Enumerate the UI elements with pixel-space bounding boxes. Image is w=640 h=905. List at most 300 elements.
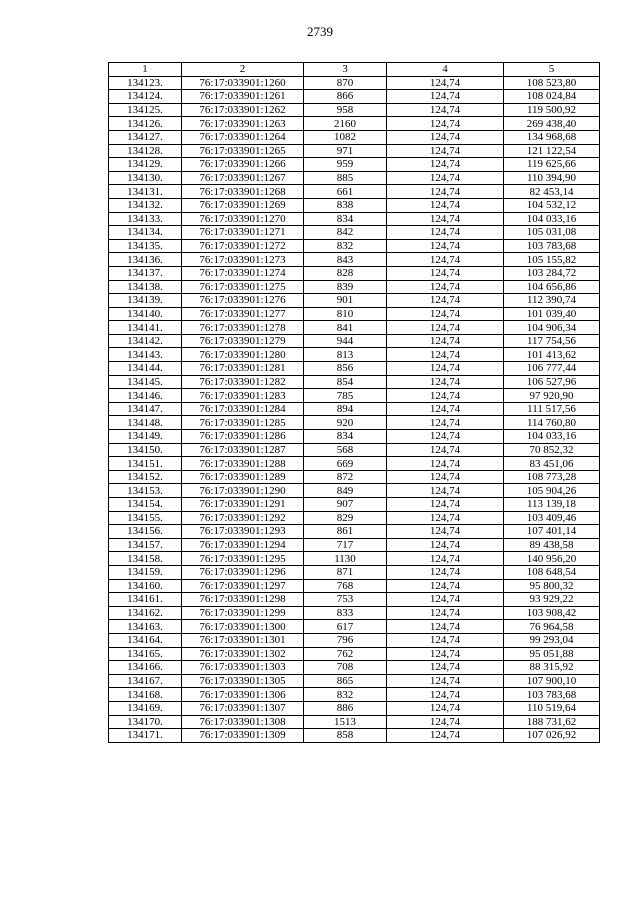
area-cell: 832: [304, 239, 387, 253]
value-cell: 83 451,06: [504, 457, 600, 471]
value-cell: 103 409,46: [504, 511, 600, 525]
value-cell: 108 523,80: [504, 76, 600, 90]
cadastral-number-cell: 76:17:033901:1281: [182, 362, 304, 376]
cadastral-number-cell: 76:17:033901:1285: [182, 416, 304, 430]
value-cell: 269 438,40: [504, 117, 600, 131]
header-row: [109, 63, 600, 77]
table-row: [109, 76, 600, 90]
area-cell: 829: [304, 511, 387, 525]
row-number-cell: 134128.: [109, 144, 182, 158]
value-cell: 70 852,32: [504, 443, 600, 457]
rate-cell: 124,74: [387, 484, 504, 498]
area-cell: 813: [304, 348, 387, 362]
area-cell: 2160: [304, 117, 387, 131]
rate-cell: 124,74: [387, 266, 504, 280]
cadastral-number-cell: 76:17:033901:1292: [182, 511, 304, 525]
rate-cell: 124,74: [387, 457, 504, 471]
row-number-cell: 134163.: [109, 620, 182, 634]
rate-cell: 124,74: [387, 362, 504, 376]
table-row: [109, 430, 600, 444]
row-number-cell: 134154.: [109, 498, 182, 512]
rate-cell: 124,74: [387, 158, 504, 172]
row-number-cell: 134132.: [109, 198, 182, 212]
table-row: [109, 593, 600, 607]
row-number-cell: 134126.: [109, 117, 182, 131]
value-cell: 103 783,68: [504, 688, 600, 702]
value-cell: 104 532,12: [504, 198, 600, 212]
rate-cell: 124,74: [387, 117, 504, 131]
cadastral-number-cell: 76:17:033901:1288: [182, 457, 304, 471]
area-cell: 1513: [304, 715, 387, 729]
row-number-cell: 134151.: [109, 457, 182, 471]
row-number-cell: 134144.: [109, 362, 182, 376]
rate-cell: 124,74: [387, 498, 504, 512]
area-cell: 1082: [304, 130, 387, 144]
rate-cell: 124,74: [387, 185, 504, 199]
cadastral-number-cell: 76:17:033901:1286: [182, 430, 304, 444]
row-number-cell: 134161.: [109, 593, 182, 607]
cadastral-number-cell: 76:17:033901:1268: [182, 185, 304, 199]
table-row: [109, 565, 600, 579]
value-cell: 119 500,92: [504, 103, 600, 117]
column-header: 4: [387, 63, 504, 77]
row-number-cell: 134155.: [109, 511, 182, 525]
cadastral-number-cell: 76:17:033901:1274: [182, 266, 304, 280]
cadastral-number-cell: 76:17:033901:1278: [182, 321, 304, 335]
value-cell: 110 519,64: [504, 701, 600, 715]
value-cell: 101 413,62: [504, 348, 600, 362]
cadastral-number-cell: 76:17:033901:1284: [182, 402, 304, 416]
value-cell: 105 031,08: [504, 226, 600, 240]
rate-cell: 124,74: [387, 701, 504, 715]
column-header: 5: [504, 63, 600, 77]
rate-cell: 124,74: [387, 416, 504, 430]
row-number-cell: 134170.: [109, 715, 182, 729]
table-row: [109, 552, 600, 566]
cadastral-number-cell: 76:17:033901:1262: [182, 103, 304, 117]
value-cell: 112 390,74: [504, 294, 600, 308]
cadastral-number-cell: 76:17:033901:1295: [182, 552, 304, 566]
table-row: [109, 253, 600, 267]
row-number-cell: 134169.: [109, 701, 182, 715]
rate-cell: 124,74: [387, 130, 504, 144]
row-number-cell: 134124.: [109, 90, 182, 104]
rate-cell: 124,74: [387, 239, 504, 253]
table-row: [109, 633, 600, 647]
table-row: [109, 321, 600, 335]
cadastral-number-cell: 76:17:033901:1307: [182, 701, 304, 715]
value-cell: 108 024,84: [504, 90, 600, 104]
table-row: [109, 348, 600, 362]
value-cell: 104 906,34: [504, 321, 600, 335]
rate-cell: 124,74: [387, 103, 504, 117]
table-row: [109, 280, 600, 294]
area-cell: 834: [304, 430, 387, 444]
row-number-cell: 134136.: [109, 253, 182, 267]
value-cell: 97 920,90: [504, 389, 600, 403]
cadastral-number-cell: 76:17:033901:1283: [182, 389, 304, 403]
row-number-cell: 134153.: [109, 484, 182, 498]
cadastral-number-cell: 76:17:033901:1261: [182, 90, 304, 104]
area-cell: 858: [304, 729, 387, 743]
cadastral-number-cell: 76:17:033901:1279: [182, 334, 304, 348]
area-cell: 843: [304, 253, 387, 267]
area-cell: 861: [304, 525, 387, 539]
rate-cell: 124,74: [387, 375, 504, 389]
table-row: [109, 606, 600, 620]
table-row: [109, 103, 600, 117]
row-number-cell: 134138.: [109, 280, 182, 294]
row-number-cell: 134145.: [109, 375, 182, 389]
page-number: 2739: [307, 24, 333, 39]
cadastral-number-cell: 76:17:033901:1287: [182, 443, 304, 457]
cadastral-number-cell: 76:17:033901:1290: [182, 484, 304, 498]
value-cell: 105 904,26: [504, 484, 600, 498]
area-cell: 894: [304, 402, 387, 416]
table-row: [109, 579, 600, 593]
cadastral-number-cell: 76:17:033901:1306: [182, 688, 304, 702]
value-cell: 140 956,20: [504, 552, 600, 566]
cadastral-number-cell: 76:17:033901:1264: [182, 130, 304, 144]
rate-cell: 124,74: [387, 674, 504, 688]
cadastral-number-cell: 76:17:033901:1273: [182, 253, 304, 267]
table-row: [109, 158, 600, 172]
row-number-cell: 134146.: [109, 389, 182, 403]
cadastral-number-cell: 76:17:033901:1305: [182, 674, 304, 688]
table-row: [109, 538, 600, 552]
rate-cell: 124,74: [387, 280, 504, 294]
rate-cell: 124,74: [387, 470, 504, 484]
value-cell: 103 908,42: [504, 606, 600, 620]
cadastral-number-cell: 76:17:033901:1265: [182, 144, 304, 158]
rate-cell: 124,74: [387, 620, 504, 634]
rate-cell: 124,74: [387, 334, 504, 348]
column-header: 1: [109, 63, 182, 77]
area-cell: 617: [304, 620, 387, 634]
area-cell: 753: [304, 593, 387, 607]
area-cell: 944: [304, 334, 387, 348]
table-row: [109, 375, 600, 389]
row-number-cell: 134167.: [109, 674, 182, 688]
data-table: [108, 62, 600, 743]
rate-cell: 124,74: [387, 212, 504, 226]
area-cell: 865: [304, 674, 387, 688]
area-cell: 832: [304, 688, 387, 702]
row-number-cell: 134127.: [109, 130, 182, 144]
row-number-cell: 134137.: [109, 266, 182, 280]
rate-cell: 124,74: [387, 226, 504, 240]
rate-cell: 124,74: [387, 253, 504, 267]
table-row: [109, 266, 600, 280]
area-cell: 669: [304, 457, 387, 471]
area-cell: 959: [304, 158, 387, 172]
value-cell: 108 773,28: [504, 470, 600, 484]
area-cell: 971: [304, 144, 387, 158]
area-cell: 907: [304, 498, 387, 512]
value-cell: 89 438,58: [504, 538, 600, 552]
cadastral-number-cell: 76:17:033901:1276: [182, 294, 304, 308]
row-number-cell: 134143.: [109, 348, 182, 362]
value-cell: 108 648,54: [504, 565, 600, 579]
row-number-cell: 134152.: [109, 470, 182, 484]
rate-cell: 124,74: [387, 688, 504, 702]
row-number-cell: 134148.: [109, 416, 182, 430]
area-cell: 1130: [304, 552, 387, 566]
row-number-cell: 134168.: [109, 688, 182, 702]
cadastral-number-cell: 76:17:033901:1293: [182, 525, 304, 539]
value-cell: 119 625,66: [504, 158, 600, 172]
cadastral-number-cell: 76:17:033901:1270: [182, 212, 304, 226]
value-cell: 107 026,92: [504, 729, 600, 743]
row-number-cell: 134149.: [109, 430, 182, 444]
row-number-cell: 134171.: [109, 729, 182, 743]
area-cell: 872: [304, 470, 387, 484]
rate-cell: 124,74: [387, 525, 504, 539]
row-number-cell: 134134.: [109, 226, 182, 240]
area-cell: 871: [304, 565, 387, 579]
cadastral-number-cell: 76:17:033901:1282: [182, 375, 304, 389]
table-row: [109, 498, 600, 512]
table-row: [109, 661, 600, 675]
rate-cell: 124,74: [387, 661, 504, 675]
cadastral-number-cell: 76:17:033901:1303: [182, 661, 304, 675]
row-number-cell: 134165.: [109, 647, 182, 661]
area-cell: 768: [304, 579, 387, 593]
table-row: [109, 130, 600, 144]
area-cell: 834: [304, 212, 387, 226]
table-row: [109, 525, 600, 539]
row-number-cell: 134139.: [109, 294, 182, 308]
rate-cell: 124,74: [387, 144, 504, 158]
rate-cell: 124,74: [387, 715, 504, 729]
table-row: [109, 674, 600, 688]
table-row: [109, 701, 600, 715]
rate-cell: 124,74: [387, 294, 504, 308]
area-cell: 856: [304, 362, 387, 376]
value-cell: 88 315,92: [504, 661, 600, 675]
row-number-cell: 134162.: [109, 606, 182, 620]
row-number-cell: 134156.: [109, 525, 182, 539]
value-cell: 134 968,68: [504, 130, 600, 144]
row-number-cell: 134135.: [109, 239, 182, 253]
value-cell: 111 517,56: [504, 402, 600, 416]
table-row: [109, 416, 600, 430]
cadastral-number-cell: 76:17:033901:1297: [182, 579, 304, 593]
area-cell: 708: [304, 661, 387, 675]
table-row: [109, 688, 600, 702]
rate-cell: 124,74: [387, 90, 504, 104]
table-row: [109, 620, 600, 634]
table-row: [109, 647, 600, 661]
area-cell: 762: [304, 647, 387, 661]
area-cell: 901: [304, 294, 387, 308]
table-row: [109, 362, 600, 376]
area-cell: 839: [304, 280, 387, 294]
table-row: [109, 198, 600, 212]
rate-cell: 124,74: [387, 389, 504, 403]
row-number-cell: 134147.: [109, 402, 182, 416]
rate-cell: 124,74: [387, 606, 504, 620]
area-cell: 842: [304, 226, 387, 240]
rate-cell: 124,74: [387, 76, 504, 90]
value-cell: 107 401,14: [504, 525, 600, 539]
area-cell: 828: [304, 266, 387, 280]
area-cell: 854: [304, 375, 387, 389]
row-number-cell: 134133.: [109, 212, 182, 226]
table-row: [109, 729, 600, 743]
row-number-cell: 134166.: [109, 661, 182, 675]
cadastral-number-cell: 76:17:033901:1299: [182, 606, 304, 620]
value-cell: 105 155,82: [504, 253, 600, 267]
value-cell: 104 033,16: [504, 212, 600, 226]
cadastral-number-cell: 76:17:033901:1296: [182, 565, 304, 579]
rate-cell: 124,74: [387, 552, 504, 566]
rate-cell: 124,74: [387, 348, 504, 362]
table-row: [109, 90, 600, 104]
cadastral-number-cell: 76:17:033901:1301: [182, 633, 304, 647]
rate-cell: 124,74: [387, 307, 504, 321]
table-row: [109, 402, 600, 416]
rate-cell: 124,74: [387, 579, 504, 593]
area-cell: 870: [304, 76, 387, 90]
area-cell: 886: [304, 701, 387, 715]
area-cell: 838: [304, 198, 387, 212]
area-cell: 717: [304, 538, 387, 552]
table-row: [109, 185, 600, 199]
area-cell: 841: [304, 321, 387, 335]
value-cell: 82 453,14: [504, 185, 600, 199]
row-number-cell: 134160.: [109, 579, 182, 593]
table-row: [109, 226, 600, 240]
value-cell: 95 800,32: [504, 579, 600, 593]
rate-cell: 124,74: [387, 430, 504, 444]
rate-cell: 124,74: [387, 321, 504, 335]
area-cell: 920: [304, 416, 387, 430]
row-number-cell: 134158.: [109, 552, 182, 566]
row-number-cell: 134140.: [109, 307, 182, 321]
value-cell: 121 122,54: [504, 144, 600, 158]
area-cell: 866: [304, 90, 387, 104]
table-row: [109, 715, 600, 729]
value-cell: 188 731,62: [504, 715, 600, 729]
rate-cell: 124,74: [387, 198, 504, 212]
cadastral-number-cell: 76:17:033901:1291: [182, 498, 304, 512]
rate-cell: 124,74: [387, 729, 504, 743]
cadastral-number-cell: 76:17:033901:1280: [182, 348, 304, 362]
value-cell: 110 394,90: [504, 171, 600, 185]
cadastral-number-cell: 76:17:033901:1269: [182, 198, 304, 212]
cadastral-number-cell: 76:17:033901:1289: [182, 470, 304, 484]
value-cell: 114 760,80: [504, 416, 600, 430]
cadastral-number-cell: 76:17:033901:1267: [182, 171, 304, 185]
table-row: [109, 470, 600, 484]
value-cell: 106 777,44: [504, 362, 600, 376]
area-cell: 810: [304, 307, 387, 321]
table-row: [109, 334, 600, 348]
table-row: [109, 171, 600, 185]
row-number-cell: 134164.: [109, 633, 182, 647]
row-number-cell: 134141.: [109, 321, 182, 335]
value-cell: 107 900,10: [504, 674, 600, 688]
table-row: [109, 117, 600, 131]
value-cell: 113 139,18: [504, 498, 600, 512]
cadastral-number-cell: 76:17:033901:1271: [182, 226, 304, 240]
value-cell: 76 964,58: [504, 620, 600, 634]
row-number-cell: 134150.: [109, 443, 182, 457]
table-row: [109, 307, 600, 321]
cadastral-number-cell: 76:17:033901:1298: [182, 593, 304, 607]
area-cell: 849: [304, 484, 387, 498]
value-cell: 117 754,56: [504, 334, 600, 348]
rate-cell: 124,74: [387, 511, 504, 525]
cadastral-number-cell: 76:17:033901:1275: [182, 280, 304, 294]
cadastral-number-cell: 76:17:033901:1302: [182, 647, 304, 661]
value-cell: 103 783,68: [504, 239, 600, 253]
table-row: [109, 294, 600, 308]
area-cell: 958: [304, 103, 387, 117]
rate-cell: 124,74: [387, 565, 504, 579]
area-cell: 885: [304, 171, 387, 185]
rate-cell: 124,74: [387, 402, 504, 416]
cadastral-number-cell: 76:17:033901:1260: [182, 76, 304, 90]
rate-cell: 124,74: [387, 171, 504, 185]
table-row: [109, 239, 600, 253]
value-cell: 106 527,96: [504, 375, 600, 389]
column-header: 2: [182, 63, 304, 77]
value-cell: 95 051,88: [504, 647, 600, 661]
table-body: [109, 76, 600, 742]
value-cell: 103 284,72: [504, 266, 600, 280]
row-number-cell: 134131.: [109, 185, 182, 199]
value-cell: 104 656,86: [504, 280, 600, 294]
row-number-cell: 134129.: [109, 158, 182, 172]
table-row: [109, 144, 600, 158]
area-cell: 796: [304, 633, 387, 647]
value-cell: 93 929,22: [504, 593, 600, 607]
row-number-cell: 134125.: [109, 103, 182, 117]
cadastral-number-cell: 76:17:033901:1263: [182, 117, 304, 131]
area-cell: 568: [304, 443, 387, 457]
cadastral-number-cell: 76:17:033901:1266: [182, 158, 304, 172]
table-row: [109, 443, 600, 457]
area-cell: 785: [304, 389, 387, 403]
row-number-cell: 134157.: [109, 538, 182, 552]
value-cell: 104 033,16: [504, 430, 600, 444]
rate-cell: 124,74: [387, 593, 504, 607]
rate-cell: 124,74: [387, 443, 504, 457]
table-row: [109, 484, 600, 498]
cadastral-number-cell: 76:17:033901:1277: [182, 307, 304, 321]
row-number-cell: 134123.: [109, 76, 182, 90]
rate-cell: 124,74: [387, 633, 504, 647]
row-number-cell: 134159.: [109, 565, 182, 579]
cadastral-number-cell: 76:17:033901:1300: [182, 620, 304, 634]
cadastral-number-cell: 76:17:033901:1309: [182, 729, 304, 743]
table-row: [109, 212, 600, 226]
table-row: [109, 511, 600, 525]
row-number-cell: 134130.: [109, 171, 182, 185]
value-cell: 101 039,40: [504, 307, 600, 321]
column-header: 3: [304, 63, 387, 77]
cadastral-number-cell: 76:17:033901:1308: [182, 715, 304, 729]
row-number-cell: 134142.: [109, 334, 182, 348]
cadastral-number-cell: 76:17:033901:1272: [182, 239, 304, 253]
cadastral-number-cell: 76:17:033901:1294: [182, 538, 304, 552]
table-row: [109, 457, 600, 471]
value-cell: 99 293,04: [504, 633, 600, 647]
area-cell: 833: [304, 606, 387, 620]
table-row: [109, 389, 600, 403]
